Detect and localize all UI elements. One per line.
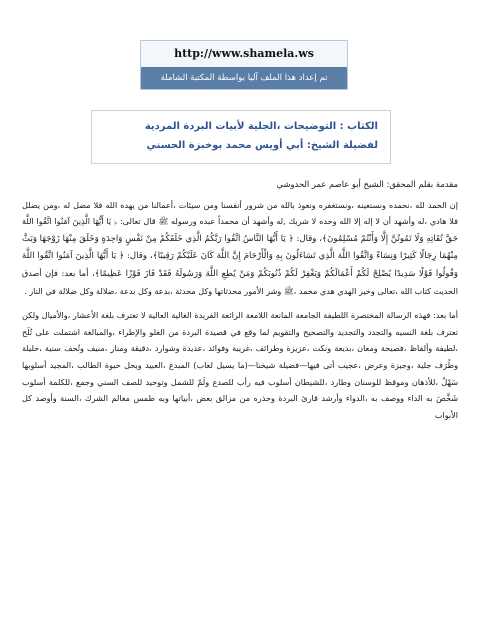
intro-line: مقدمة بقلم المحقق: الشيخ أبو عاصم عمر الحدوشي bbox=[276, 179, 458, 189]
text-line: أما بعد: فهذه الرسالة المختصرة اللطيفة الجامعة المانعة اللامعة الرائعة الفريدة الغالية العالية bbox=[148, 310, 458, 321]
text-line: إن الحمد لله ،نحمده ونستعينه ،ونستغفره ونعوذ بالله من شرور أنفسنا ومن سيئات ،أعمالنا bbox=[151, 199, 458, 210]
website-url[interactable]: http://www.shamela.ws bbox=[141, 41, 347, 67]
text-line: البردة وحذره من مزالق بعض ،أبياتها وبه طمس معالم الشرك ،السنة وأوصد كل الأبواب bbox=[22, 393, 458, 420]
header-banner bbox=[140, 40, 348, 90]
quran-verse-line: ذُنُوبَكُمْ وَمَنْ يُطِعِ اللَّهَ وَرَسُولَهُ فَقَدْ فَازَ فَوْزًا عَظِيمًا﴾، أما بعد: فإن bbox=[44, 268, 282, 279]
quran-verse-line: حَقَّ تُقَاتِهِ وَلَا تَمُوتُنَّ إِلَّا وَأَنْتُمْ مُسْلِمُونَ﴾، وقال: ﴿ يَا أَيُّهَا النَّاسُ bbox=[243, 233, 459, 244]
text-line: وألفاظ ،فصيحة ومعان ،بديعة ونكت ،عزيزة وطرائف ،غريبة وفوائد ،عديدة وشوارد ،دقيقة bbox=[130, 343, 433, 354]
book-title: الكتاب : التوضيحات ،الجلية لأبيات البردة المردية bbox=[144, 121, 378, 132]
quran-verse-line: اتَّقُوا اللَّهَ وَقُولُوا قَوْلًا سَدِيدًا يُصْلِحْ لَكُمْ أَعْمَالَكُمْ وَيَغْفِرْ لَكُمْ bbox=[22, 251, 459, 279]
paragraph-2 bbox=[22, 307, 458, 423]
quran-verse-line: اتَّقُوا رَبَّكُمُ الَّذِي خَلَقَكُمْ مِنْ نَفْسٍ وَاحِدَةٍ وَخَلَقَ مِنْهَا زَوْجَهَا bbox=[39, 233, 241, 244]
text-line: لا تعترف بلغة الأعشار ،والأميال ولكن تعترف بلغة النسيه والتجدد والتجديد والتصحيح bbox=[22, 310, 458, 337]
quran-verse-line: وَبَثَّ مِنْهُمَا رِجَالًا كَثِيرًا وَنِسَاءً وَاتَّقُوا اللَّهَ الَّذِي تَسَاءَلُونَ بِهِ bbox=[22, 233, 458, 262]
paragraph-1 bbox=[22, 197, 458, 300]
generated-note: تم إعداد هذا الملف آليا بواسطة المكتبة الشاملة bbox=[141, 67, 347, 89]
document-body bbox=[22, 176, 458, 423]
text-line: والتقويم لما وقع في قصيدة البردة من الغلو والإطراء ،والمبالغة اشتملت على تُلَح ،لطيفة bbox=[22, 326, 459, 354]
text-line: ،للأذهان وموقظ للوسنان وطارد ،للشيطان أسلوب فيه رأب للصدع ولَمّ للشمل وتوحيد bbox=[145, 376, 439, 387]
text-line: ومناز ،منيف وتُحف سنية ،حليلة وطُرَف جلية ،وجيزة وعرض ،عجيب أتى فيها—فضيلة bbox=[22, 343, 458, 370]
book-author: لفضيلة الشيخ: أبي أويس محمد بوخبزة الحسني bbox=[146, 140, 378, 151]
book-info-box bbox=[91, 110, 391, 164]
text-line: محدثة ،بدعة وكل بدعة ،ضلالة وكل ضلالة في النار . bbox=[24, 285, 196, 296]
text-line: شيخنا—(ما يسيل لعاب) المبدع ،العبيد ويحل حبوة الطالب ،المجيد أسلوبها سَهْلٌ bbox=[22, 359, 458, 387]
text-line: ,له وأشهد أن محمداً عبده ورسوله ﷺ قال تعالى: ﴿ يَا أَيُّهَا الَّذِينَ آمَنُوا اتَّقُوا اللَّهَ bbox=[22, 216, 286, 227]
text-line: أصدق الحديث كتاب الله ،تعالى وخير الهدي هدي محمد ،ﷺ وشر الأمور محدثاتها وكل bbox=[22, 267, 458, 296]
text-line: للصف السني وجمع ،للكلمة أسلوب شَخَّصَ به الداء ووصف به ،الدواء وأرشد قارئ bbox=[22, 376, 459, 404]
text-line: من يهده الله فلا مضل له ،ومن يضلل فلا هادي ،له وأشهد أن لا إله إلا الله وحده لا شريك bbox=[22, 199, 459, 227]
quran-verse-line: وَالْأَرْحَامَ إِنَّ اللَّهَ كَانَ عَلَيْكُمْ رَقِيبًا﴾، وقال: ﴿ يَا أَيُّهَا الَّذِينَ آمَنُوا bbox=[56, 251, 273, 262]
